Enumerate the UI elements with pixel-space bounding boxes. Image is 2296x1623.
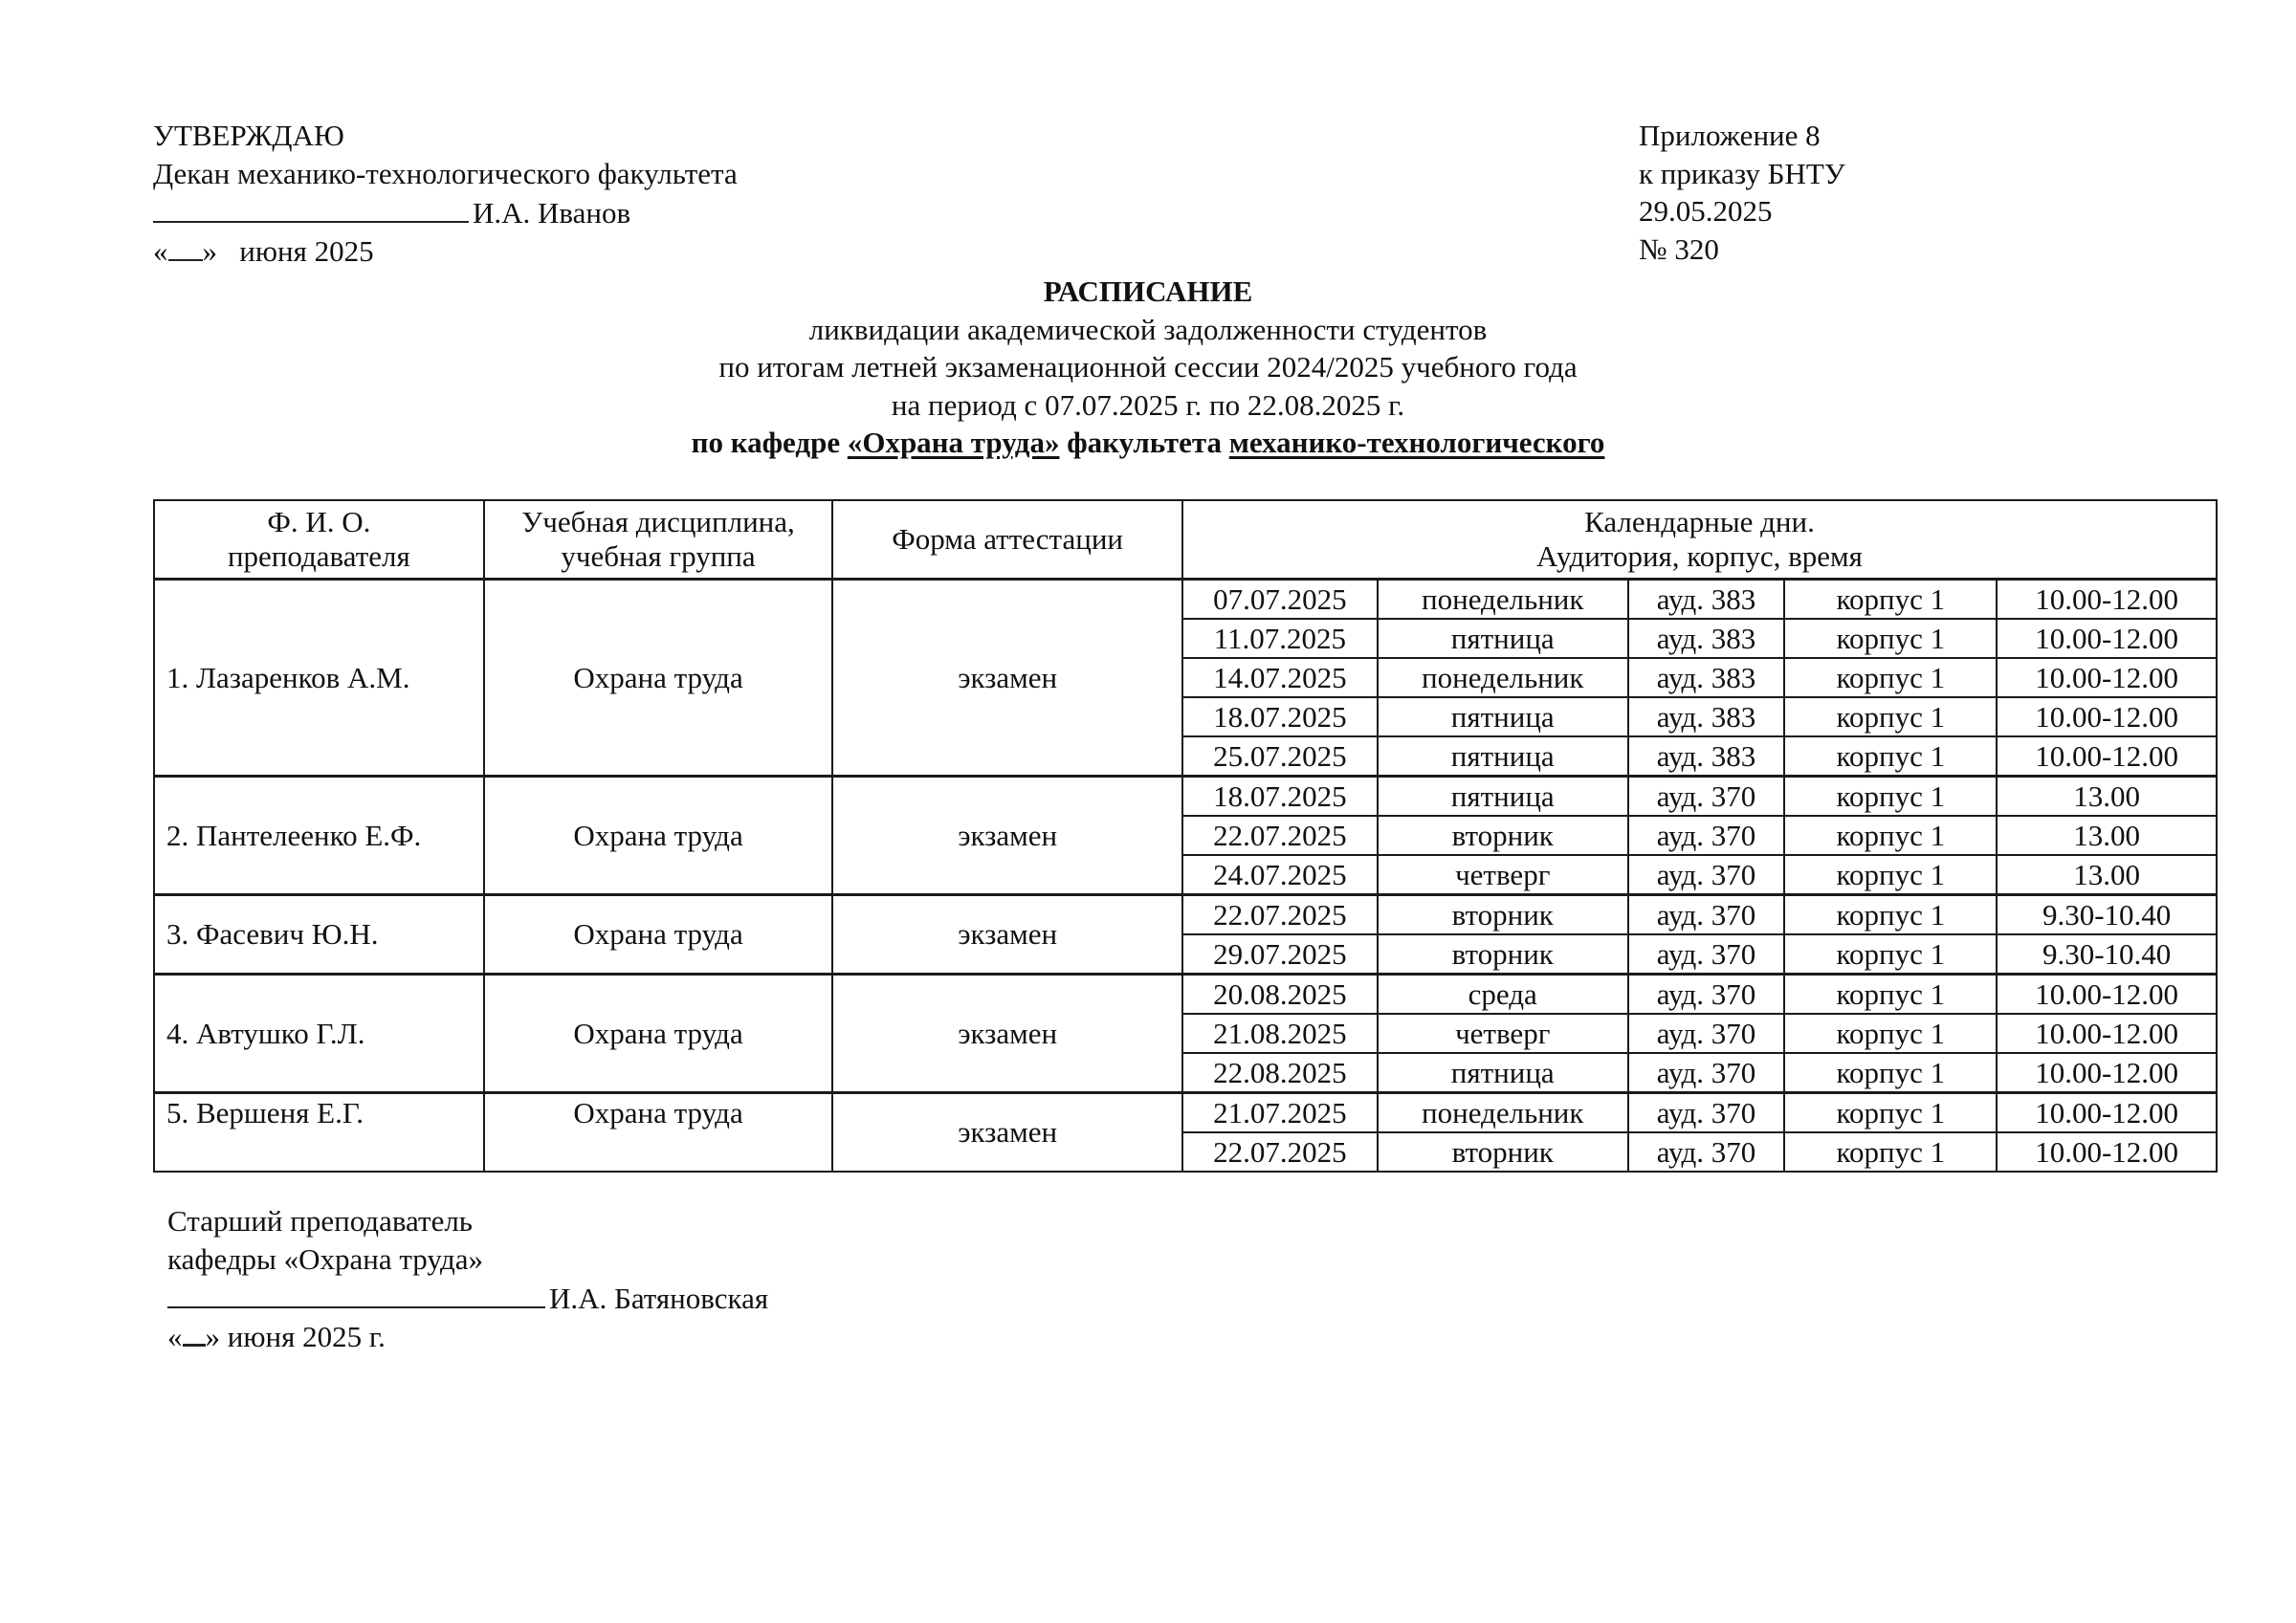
slot-day-cell: понедельник xyxy=(1378,580,1628,620)
slot-date-cell: 18.07.2025 xyxy=(1182,697,1378,736)
slot-date-cell: 20.08.2025 xyxy=(1182,975,1378,1015)
footer-signature-line xyxy=(167,1278,768,1318)
header-teacher: Ф. И. О. преподавателя xyxy=(154,500,484,580)
footer-month-year: июня 2025 г. xyxy=(220,1319,386,1353)
footer-position-2: кафедры «Охрана труда» xyxy=(167,1241,483,1276)
slot-room-cell: ауд. 370 xyxy=(1628,816,1785,855)
slot-room-cell: ауд. 383 xyxy=(1628,697,1785,736)
slot-building-cell: корпус 1 xyxy=(1784,580,1997,620)
dept-prefix: по кафедре xyxy=(691,426,841,460)
table-body xyxy=(154,580,2217,1173)
slot-building-cell: корпус 1 xyxy=(1784,816,1997,855)
discipline-cell: Охрана труда xyxy=(484,975,833,1093)
teacher-name-cell: 4. Автушко Г.Л. xyxy=(154,975,484,1093)
slot-room-cell: ауд. 383 xyxy=(1628,619,1785,658)
teacher-name-cell: 3. Фасевич Ю.Н. xyxy=(154,895,484,975)
approval-signature-line xyxy=(153,192,738,232)
slot-room-cell: ауд. 370 xyxy=(1628,975,1785,1015)
slot-building-cell: корпус 1 xyxy=(1784,619,1997,658)
appendix-order-number: № 320 xyxy=(1639,231,1719,266)
table-row xyxy=(154,580,2217,620)
approval-position: Декан механико-технологического факультета xyxy=(153,156,738,190)
slot-day-cell: понедельник xyxy=(1378,1093,1628,1133)
appendix-block xyxy=(1639,117,1845,268)
table-row xyxy=(154,1093,2217,1133)
slot-building-cell: корпус 1 xyxy=(1784,975,1997,1015)
schedule-table xyxy=(153,499,2218,1173)
slot-date-cell: 18.07.2025 xyxy=(1182,777,1378,817)
signature-blank xyxy=(167,1278,545,1308)
table-row xyxy=(154,975,2217,1015)
appendix-order: к приказу БНТУ xyxy=(1639,156,1845,190)
slot-day-cell: пятница xyxy=(1378,619,1628,658)
slot-building-cell: корпус 1 xyxy=(1784,1053,1997,1093)
slot-room-cell: ауд. 383 xyxy=(1628,736,1785,777)
quote-open: « xyxy=(167,1319,183,1353)
slot-date-cell: 21.07.2025 xyxy=(1182,1093,1378,1133)
slot-building-cell: корпус 1 xyxy=(1784,895,1997,935)
slot-day-cell: вторник xyxy=(1378,895,1628,935)
day-blank xyxy=(183,1319,206,1347)
slot-building-cell: корпус 1 xyxy=(1784,1014,1997,1053)
title-line-2: по итогам летней экзаменационной сессии 2024/2025 учебного года xyxy=(718,350,1578,384)
approval-block xyxy=(153,117,738,270)
faculty-prefix: факультета xyxy=(1067,426,1223,460)
quote-close: » xyxy=(205,1319,220,1353)
slot-time-cell: 10.00-12.00 xyxy=(1997,1132,2217,1172)
appendix-number: Приложение 8 xyxy=(1639,119,1821,152)
slot-day-cell: вторник xyxy=(1378,816,1628,855)
slot-time-cell: 10.00-12.00 xyxy=(1997,1093,2217,1133)
slot-day-cell: пятница xyxy=(1378,1053,1628,1093)
slot-time-cell: 13.00 xyxy=(1997,855,2217,895)
document-title-block xyxy=(0,273,2296,462)
slot-day-cell: пятница xyxy=(1378,777,1628,817)
form-cell: экзамен xyxy=(832,895,1182,975)
slot-room-cell: ауд. 370 xyxy=(1628,1093,1785,1133)
teacher-name-cell: 2. Пантелеенко Е.Ф. xyxy=(154,777,484,895)
discipline-cell: Охрана труда xyxy=(484,895,833,975)
slot-room-cell: ауд. 383 xyxy=(1628,580,1785,620)
teacher-name-cell: 5. Вершеня Е.Г. xyxy=(154,1093,484,1173)
slot-date-cell: 14.07.2025 xyxy=(1182,658,1378,697)
slot-day-cell: понедельник xyxy=(1378,658,1628,697)
slot-time-cell: 10.00-12.00 xyxy=(1997,736,2217,777)
teacher-name-cell: 1. Лазаренков А.М. xyxy=(154,580,484,777)
discipline-cell: Охрана труда xyxy=(484,777,833,895)
header-discipline: Учебная дисциплина, учебная группа xyxy=(484,500,833,580)
slot-date-cell: 07.07.2025 xyxy=(1182,580,1378,620)
slot-building-cell: корпус 1 xyxy=(1784,1093,1997,1133)
slot-date-cell: 25.07.2025 xyxy=(1182,736,1378,777)
approval-signer: И.А. Иванов xyxy=(473,196,631,230)
slot-room-cell: ауд. 370 xyxy=(1628,934,1785,975)
quote-close: » xyxy=(202,233,217,268)
table-row xyxy=(154,777,2217,817)
slot-day-cell: среда xyxy=(1378,975,1628,1015)
approval-heading: УТВЕРЖДАЮ xyxy=(153,119,344,152)
faculty-name: механико-технологического xyxy=(1228,426,1605,460)
slot-time-cell: 10.00-12.00 xyxy=(1997,975,2217,1015)
slot-building-cell: корпус 1 xyxy=(1784,777,1997,817)
slot-date-cell: 24.07.2025 xyxy=(1182,855,1378,895)
slot-building-cell: корпус 1 xyxy=(1784,934,1997,975)
slot-building-cell: корпус 1 xyxy=(1784,697,1997,736)
discipline-cell: Охрана труда xyxy=(484,580,833,777)
slot-time-cell: 10.00-12.00 xyxy=(1997,619,2217,658)
slot-time-cell: 10.00-12.00 xyxy=(1997,658,2217,697)
slot-date-cell: 22.07.2025 xyxy=(1182,816,1378,855)
slot-day-cell: вторник xyxy=(1378,1132,1628,1172)
title-line-3: на период с 07.07.2025 г. по 22.08.2025 г. xyxy=(891,387,1405,422)
slot-date-cell: 22.07.2025 xyxy=(1182,895,1378,935)
slot-building-cell: корпус 1 xyxy=(1784,1132,1997,1172)
footer-position-1: Старший преподаватель xyxy=(167,1204,473,1238)
day-blank xyxy=(168,234,203,261)
slot-building-cell: корпус 1 xyxy=(1784,736,1997,777)
quote-open: « xyxy=(153,233,168,268)
form-cell: экзамен xyxy=(832,580,1182,777)
title-line-1: ликвидации академической задолженности студентов xyxy=(808,312,1488,346)
slot-time-cell: 9.30-10.40 xyxy=(1997,934,2217,975)
slot-day-cell: четверг xyxy=(1378,1014,1628,1053)
slot-room-cell: ауд. 370 xyxy=(1628,895,1785,935)
slot-room-cell: ауд. 370 xyxy=(1628,1053,1785,1093)
slot-time-cell: 9.30-10.40 xyxy=(1997,895,2217,935)
slot-time-cell: 10.00-12.00 xyxy=(1997,697,2217,736)
slot-building-cell: корпус 1 xyxy=(1784,855,1997,895)
table-row xyxy=(154,895,2217,935)
document-title: РАСПИСАНИЕ xyxy=(1043,274,1253,308)
slot-day-cell: пятница xyxy=(1378,736,1628,777)
slot-day-cell: четверг xyxy=(1378,855,1628,895)
approval-date xyxy=(153,232,738,271)
form-cell: экзамен xyxy=(832,1093,1182,1173)
form-cell: экзамен xyxy=(832,777,1182,895)
slot-room-cell: ауд. 370 xyxy=(1628,1132,1785,1172)
slot-day-cell: пятница xyxy=(1378,697,1628,736)
slot-time-cell: 10.00-12.00 xyxy=(1997,1014,2217,1053)
slot-date-cell: 22.07.2025 xyxy=(1182,1132,1378,1172)
title-department-line xyxy=(0,424,2296,462)
footer-block xyxy=(167,1202,768,1355)
slot-room-cell: ауд. 370 xyxy=(1628,1014,1785,1053)
header-form: Форма аттестации xyxy=(832,500,1182,580)
discipline-cell: Охрана труда xyxy=(484,1093,833,1173)
footer-signer: И.А. Батяновская xyxy=(549,1282,769,1315)
signature-blank xyxy=(153,192,469,223)
slot-time-cell: 10.00-12.00 xyxy=(1997,1053,2217,1093)
slot-time-cell: 10.00-12.00 xyxy=(1997,580,2217,620)
dept-name: «Охрана труда» xyxy=(847,426,1060,460)
slot-time-cell: 13.00 xyxy=(1997,777,2217,817)
footer-date xyxy=(167,1318,768,1356)
appendix-date: 29.05.2025 xyxy=(1639,194,1773,228)
slot-room-cell: ауд. 370 xyxy=(1628,855,1785,895)
slot-date-cell: 11.07.2025 xyxy=(1182,619,1378,658)
slot-date-cell: 21.08.2025 xyxy=(1182,1014,1378,1053)
slot-room-cell: ауд. 383 xyxy=(1628,658,1785,697)
table-header-row xyxy=(154,500,2217,580)
slot-room-cell: ауд. 370 xyxy=(1628,777,1785,817)
approval-month-year: июня 2025 xyxy=(239,233,374,268)
slot-building-cell: корпус 1 xyxy=(1784,658,1997,697)
slot-day-cell: вторник xyxy=(1378,934,1628,975)
form-cell: экзамен xyxy=(832,975,1182,1093)
slot-date-cell: 29.07.2025 xyxy=(1182,934,1378,975)
header-calendar: Календарные дни. Аудитория, корпус, время xyxy=(1182,500,2217,580)
slot-time-cell: 13.00 xyxy=(1997,816,2217,855)
slot-date-cell: 22.08.2025 xyxy=(1182,1053,1378,1093)
